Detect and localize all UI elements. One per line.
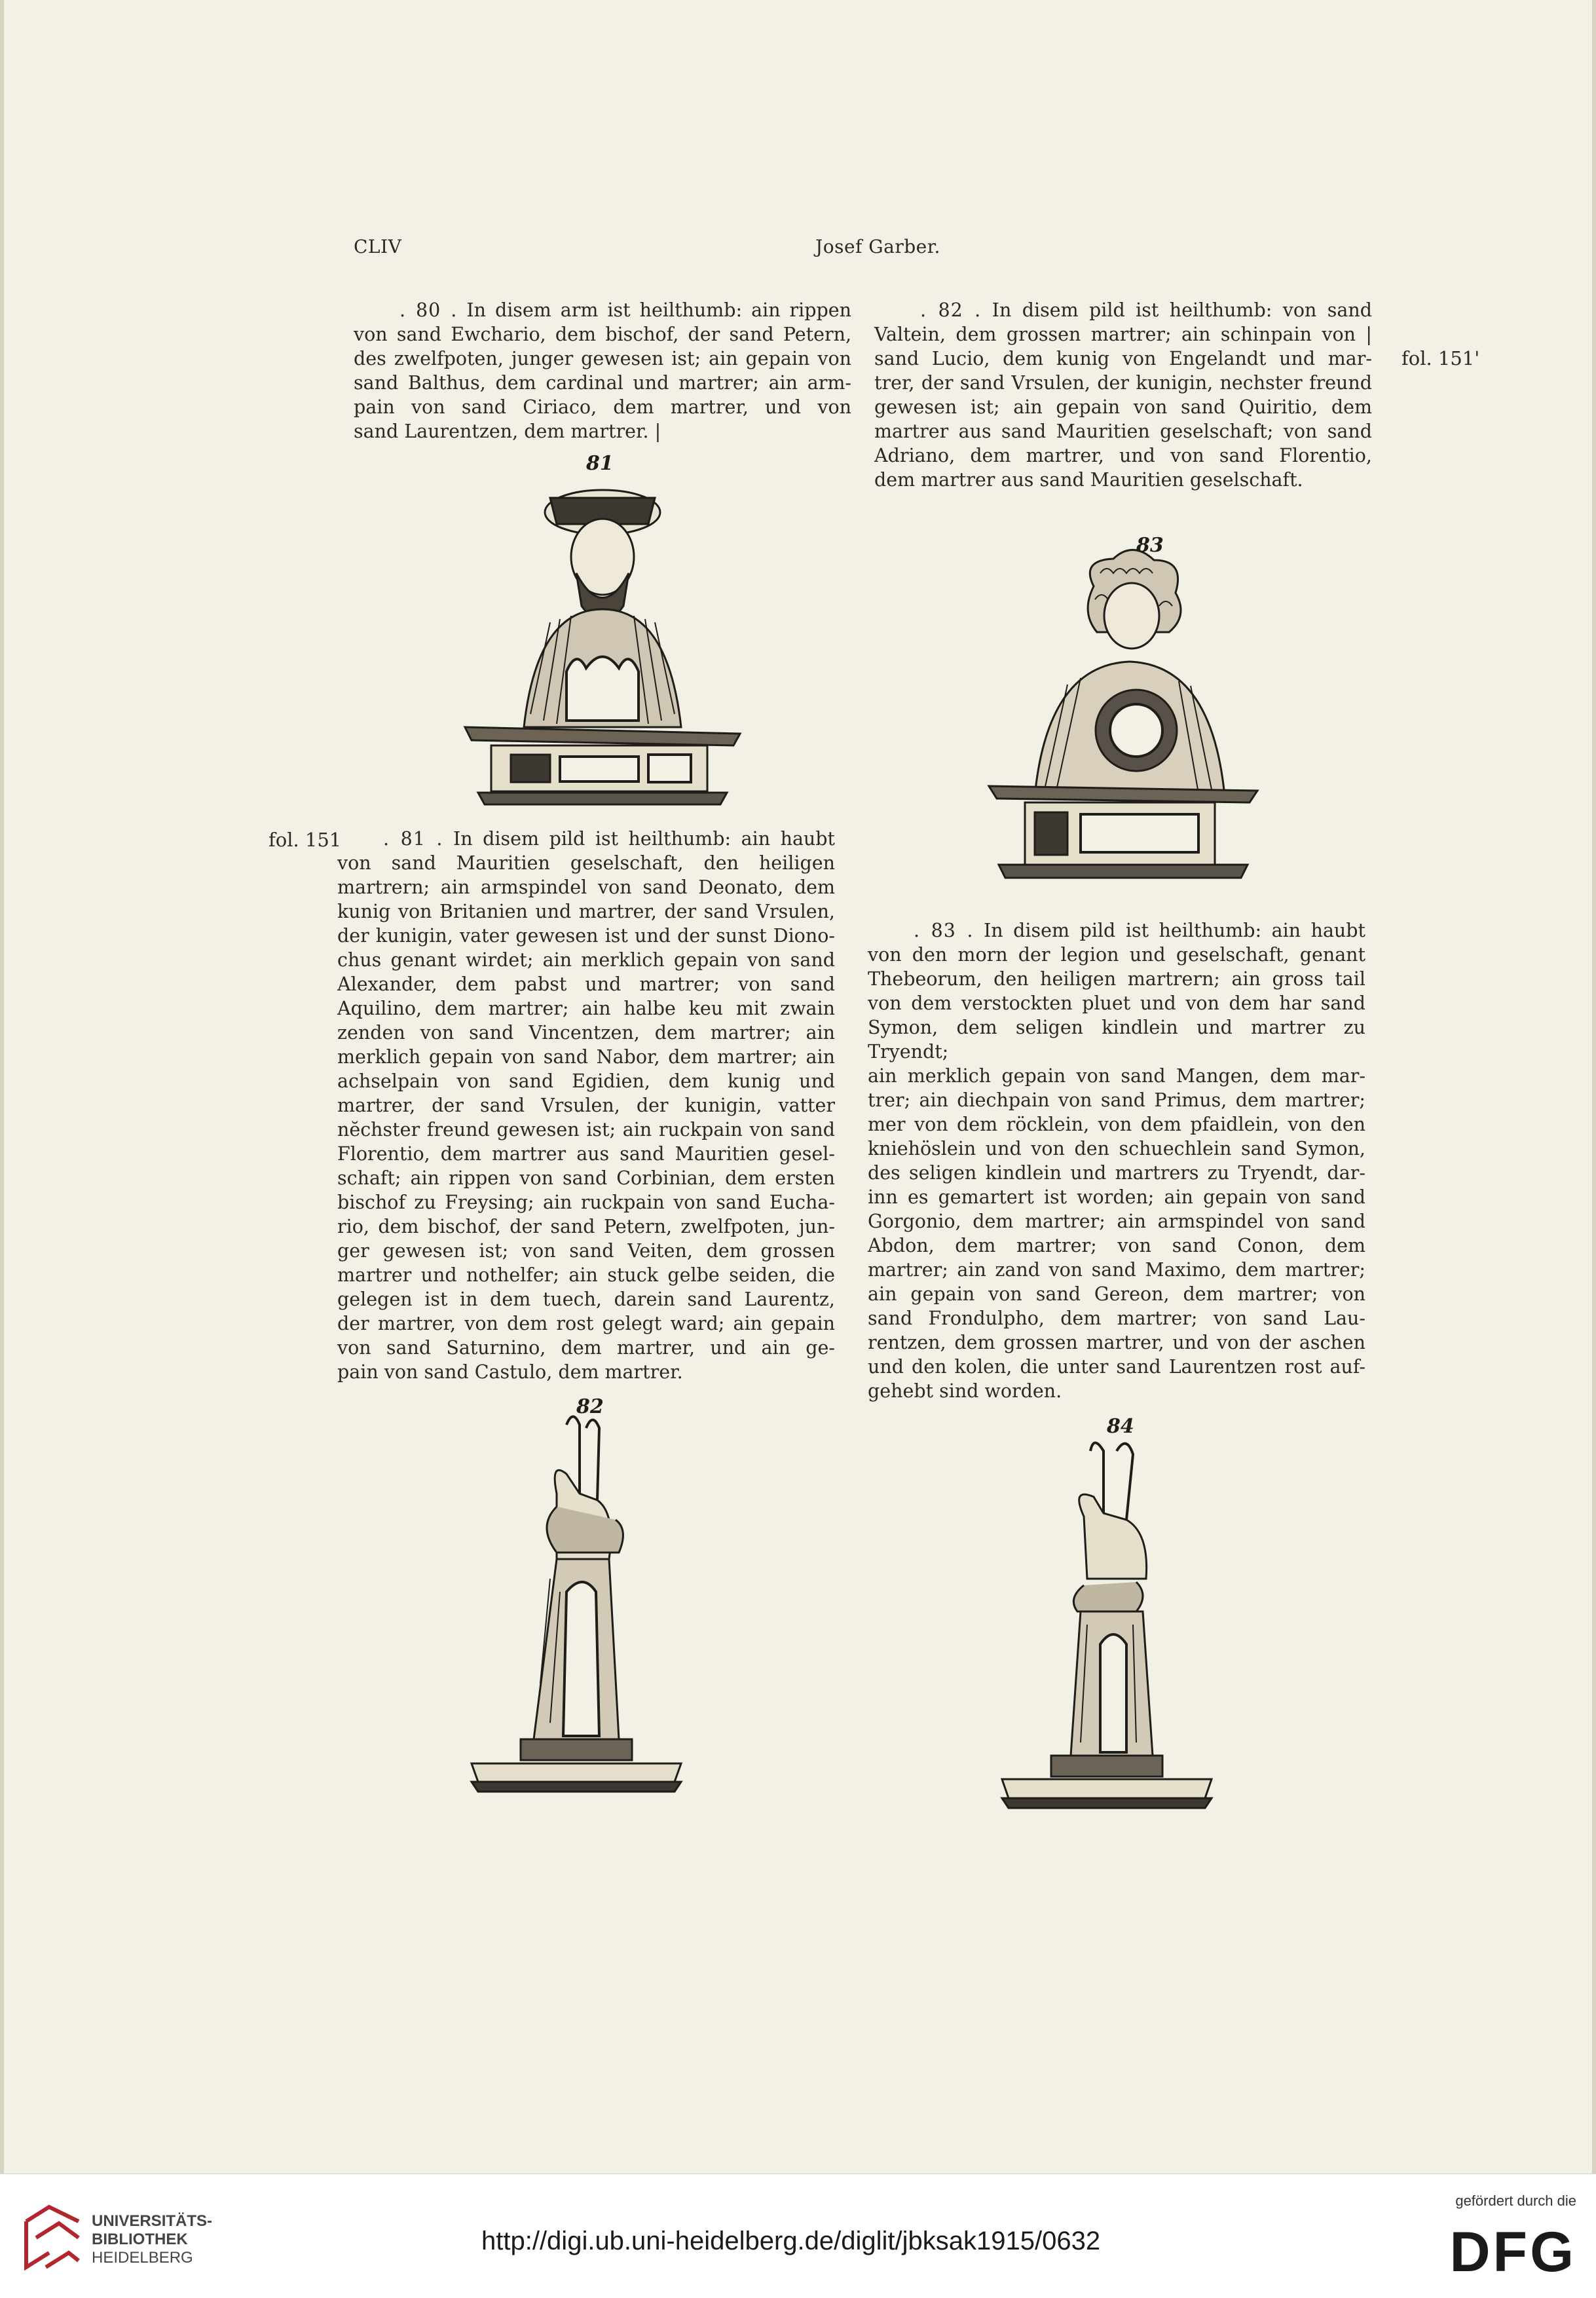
line-text: In disem pild ist heilthumb: ain haubt <box>973 920 1365 941</box>
entry-80 <box>354 298 851 443</box>
text-line <box>337 1360 835 1384</box>
text-line <box>868 1379 1365 1403</box>
woodcut-bust-83 <box>982 534 1271 888</box>
text-line <box>337 899 835 924</box>
line-text: bischof zu Freysing; ain ruckpain von sand Eucha- <box>337 1192 835 1213</box>
line-text: martrer aus sand Mauritien geselschaft; von sand <box>874 421 1372 442</box>
line-text: Valtein, dem grossen martrer; ain schinpain von | <box>874 324 1372 345</box>
line-text: mer von dem röcklein, von dem pfaidlein, von den <box>868 1114 1365 1135</box>
line-text: von sand Saturnino, dem martrer, und ain ge- <box>337 1337 835 1359</box>
figure-label-82: 82 <box>576 1395 604 1418</box>
text-line <box>868 918 1365 943</box>
entry-83 <box>868 918 1365 1403</box>
library-name-line3: HEIDELBERG <box>92 2249 193 2267</box>
page-number: CLIV <box>354 236 402 257</box>
footer-bar <box>0 2174 1596 2298</box>
library-name <box>92 2212 212 2267</box>
line-text: Thebeorum, den heiligen martrern; ain gross tail <box>868 968 1365 990</box>
text-line <box>337 1215 835 1239</box>
text-line <box>868 967 1365 991</box>
line-text: Aquilino, dem martrer; ain halbe keu mit zwain <box>337 998 835 1019</box>
line-text: von dem verstockten pluet und von dem har sand <box>868 992 1365 1014</box>
woodcut-arm-82 <box>458 1395 694 1815</box>
line-text: merklich gepain von sand Nabor, dem martrer; ain <box>337 1046 835 1068</box>
line-text: trer, der sand Vrsulen, der kunigin, nechster freund <box>874 372 1372 394</box>
line-text: sand Laurentzen, dem martrer. | <box>354 421 661 442</box>
text-line <box>868 1015 1365 1064</box>
dfg-logo: DFG <box>1449 2221 1576 2284</box>
line-text: ain gepain von sand Gereon, dem martrer; von <box>868 1283 1365 1305</box>
text-line <box>354 347 851 371</box>
figure-label-83: 83 <box>1136 534 1164 557</box>
text-line <box>874 298 1372 322</box>
text-line <box>354 419 851 443</box>
line-text: sand Balthus, dem cardinal und martrer; ain arm- <box>354 372 851 394</box>
line-text: schaft; ain rippen von sand Corbinian, dem ersten <box>337 1167 835 1189</box>
text-line <box>874 443 1372 468</box>
line-text: und den kolen, die unter sand Laurentzen rost auf- <box>868 1356 1365 1378</box>
line-text: der martrer, von dem rost gelegt ward; ain gepain <box>337 1313 835 1334</box>
library-name-line1: UNIVERSITÄTS- <box>92 2212 213 2230</box>
line-text: martrern; ain armspindel von sand Deonato, dem <box>337 876 835 898</box>
text-line <box>868 1355 1365 1379</box>
line-text: gelegen ist in dem tuech, darein sand Laurentz, <box>337 1289 835 1310</box>
line-text: Gorgonio, dem martrer; ain armspindel von sand <box>868 1211 1365 1232</box>
line-text: von den morn der legion und geselschaft, genant <box>868 944 1365 966</box>
line-text: sand Lucio, dem kunig von Engelandt und mar- <box>874 348 1372 369</box>
text-line <box>354 322 851 347</box>
text-line <box>337 1190 835 1215</box>
figure-label-81: 81 <box>586 452 614 475</box>
scan-edge-right <box>1592 0 1596 2297</box>
text-line <box>337 1069 835 1093</box>
line-text: ger gewesen ist; von sand Veiten, dem grossen <box>337 1240 835 1262</box>
text-line <box>868 1306 1365 1330</box>
line-text: rio, dem bischof, der sand Petern, zwelfpoten, jun- <box>337 1216 835 1237</box>
text-line <box>868 991 1365 1015</box>
text-line <box>868 1088 1365 1112</box>
line-text: In disem pild ist heilthumb: ain haubt <box>443 828 835 850</box>
text-line <box>868 1161 1365 1185</box>
line-text: von sand Ewchario, dem bischof, der sand Petern, <box>354 324 851 345</box>
text-line <box>337 1263 835 1287</box>
text-line <box>868 1258 1365 1282</box>
text-line <box>868 943 1365 967</box>
line-text: Symon, dem seligen kindlein und martrer zu Tryendt; <box>868 1017 1365 1063</box>
entry-82 <box>874 298 1372 492</box>
text-line <box>868 1282 1365 1306</box>
entry-81 <box>337 827 835 1384</box>
text-line <box>337 1093 835 1118</box>
text-line <box>337 1118 835 1142</box>
line-text: In disem pild ist heilthumb: von sand <box>981 299 1372 321</box>
text-line <box>868 1209 1365 1234</box>
text-line <box>337 1021 835 1045</box>
line-text: Florentio, dem martrer aus sand Mauritien gesel- <box>337 1143 835 1165</box>
text-line <box>868 1137 1365 1161</box>
bust-81-drawing <box>452 452 753 806</box>
text-line <box>868 1185 1365 1209</box>
text-line <box>354 298 851 322</box>
line-text: Adriano, dem martrer, und von sand Florentio, <box>874 445 1372 466</box>
text-line <box>874 468 1372 492</box>
text-line <box>868 1112 1365 1137</box>
line-text: des seligen kindlein und martrers zu Tryendt, dar- <box>868 1162 1365 1184</box>
entry-number: . 82 . <box>920 299 982 321</box>
line-text: rentzen, dem grossen martrer, und von der aschen <box>868 1332 1365 1353</box>
line-text: sand Frondulpho, dem martrer; von sand Lau- <box>868 1308 1365 1329</box>
line-text: martrer und nothelfer; ain stuck gelbe seiden, die <box>337 1264 835 1286</box>
funding-caption: gefördert durch die <box>1455 2193 1576 2209</box>
running-head-author: Josef Garber. <box>815 236 940 257</box>
text-line <box>337 996 835 1021</box>
text-line <box>354 371 851 395</box>
permalink-url[interactable]: http://digi.ub.uni-heidelberg.de/diglit/jbksak1915/0632 <box>481 2227 1101 2255</box>
line-text: des zwelfpoten, junger gewesen ist; ain gepain von <box>354 348 851 369</box>
text-line <box>354 395 851 419</box>
line-text: martrer, der sand Vrsulen, der kunigin, vatter <box>337 1095 835 1116</box>
line-text: martrer; ain zand von sand Maximo, dem martrer; <box>868 1259 1365 1281</box>
text-line <box>868 1330 1365 1355</box>
text-line <box>337 875 835 899</box>
line-text: der kunigin, vater gewesen ist und der sunst Diono- <box>337 925 835 947</box>
text-line <box>874 419 1372 443</box>
line-text: pain von sand Ciriaco, dem martrer, und von <box>354 396 851 418</box>
text-line <box>337 924 835 948</box>
text-line <box>868 1064 1365 1088</box>
text-line <box>874 371 1372 395</box>
text-line <box>874 322 1372 347</box>
text-line <box>337 1142 835 1166</box>
margin-note-fol-151-verso: fol. 151' <box>1401 347 1480 369</box>
entry-number: . 80 . <box>399 299 458 321</box>
ub-heidelberg-logo-icon <box>20 2202 85 2274</box>
woodcut-arm-84 <box>989 1415 1225 1828</box>
line-text: inn es gemartert ist worden; ain gepain von sand <box>868 1186 1365 1208</box>
arm-82-drawing <box>458 1395 694 1815</box>
woodcut-bust-81 <box>452 452 753 806</box>
scan-edge-left <box>0 0 4 2297</box>
text-line <box>337 972 835 996</box>
text-line <box>868 1234 1365 1258</box>
bust-83-drawing <box>982 534 1271 888</box>
line-text: zenden von sand Vincentzen, dem martrer; ain <box>337 1022 835 1044</box>
line-text: gewesen ist; ain gepain von sand Quiritio, dem <box>874 396 1372 418</box>
text-line <box>337 1311 835 1336</box>
text-line <box>337 1239 835 1263</box>
text-line <box>337 1287 835 1311</box>
text-line <box>337 1166 835 1190</box>
line-text: chus genant wirdet; ain merklich gepain von sand <box>337 949 835 971</box>
text-line <box>874 347 1372 371</box>
line-text: von sand Mauritien geselschaft, den heiligen <box>337 852 835 874</box>
line-text: dem martrer aus sand Mauritien geselschaft. <box>874 469 1303 491</box>
line-text: trer; ain diechpain von sand Primus, dem martrer; <box>868 1089 1365 1111</box>
text-line <box>337 1336 835 1360</box>
line-text: ain merklich gepain von sand Mangen, dem mar- <box>868 1065 1365 1087</box>
text-line <box>337 1045 835 1069</box>
line-text: pain von sand Castulo, dem martrer. <box>337 1361 683 1383</box>
arm-84-drawing <box>989 1415 1225 1828</box>
text-line <box>337 948 835 972</box>
line-text: kniehöslein und von den schuechlein sand Symon, <box>868 1138 1365 1159</box>
margin-note-fol-151: fol. 151 <box>269 829 342 851</box>
figure-label-84: 84 <box>1107 1415 1134 1438</box>
library-name-line2: BIBLIOTHEK <box>92 2231 188 2248</box>
line-text: In disem arm ist heilthumb: ain rippen <box>457 299 851 321</box>
text-line <box>337 851 835 875</box>
text-line <box>337 827 835 851</box>
entry-number: . 83 . <box>914 920 974 941</box>
line-text: achselpain von sand Egidien, dem kunig und <box>337 1070 835 1092</box>
line-text: Abdon, dem martrer; von sand Conon, dem <box>868 1235 1365 1256</box>
text-line <box>874 395 1372 419</box>
line-text: kunig von Britanien und martrer, der sand Vrsulen, <box>337 901 835 922</box>
entry-number: . 81 . <box>383 828 443 850</box>
line-text: gehebt sind worden. <box>868 1380 1062 1402</box>
line-text: nĕchster freund gewesen ist; ain ruckpain von sand <box>337 1119 835 1140</box>
line-text: Alexander, dem pabst und martrer; von sand <box>337 973 835 995</box>
